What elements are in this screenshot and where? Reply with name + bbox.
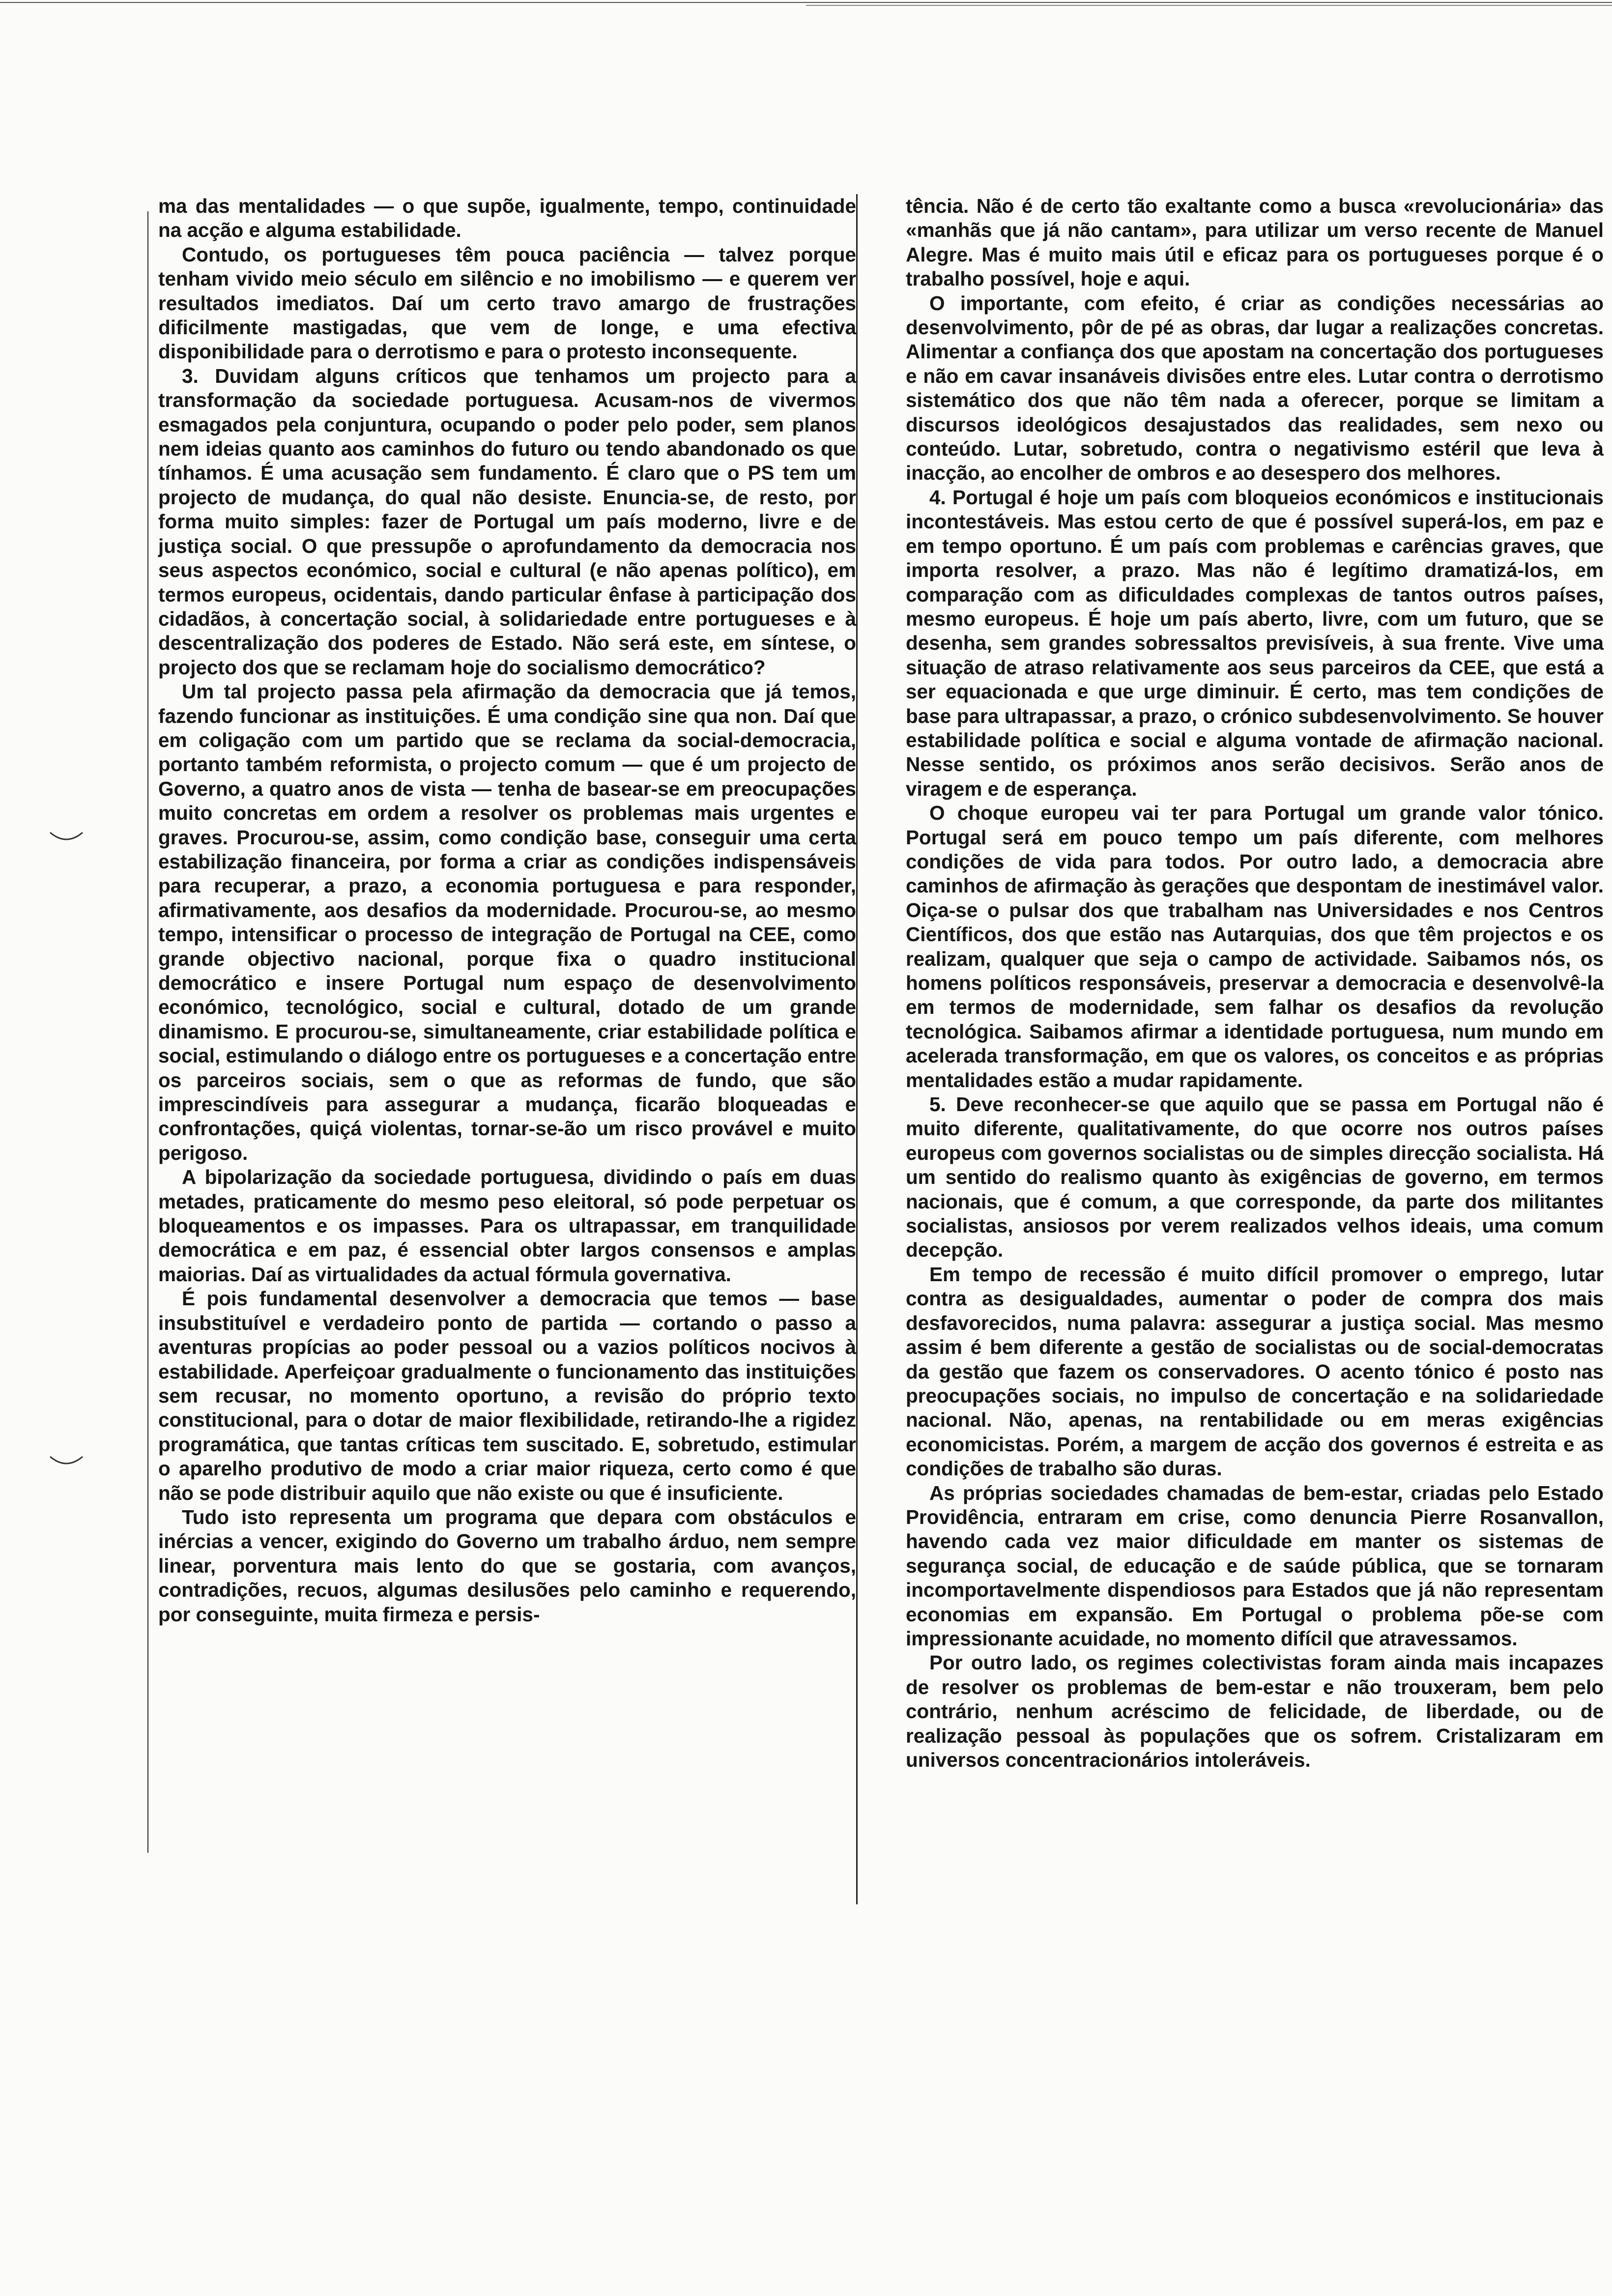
paragraph: 4. Portugal é hoje um país com bloqueios económicos e institucionais incontestáveis. Mas estou certo de que é possível superá-los, em paz e em tempo oportuno. É um país com problemas e carências graves, que importa resolver, a prazo. Mas não é legítimo dramatizá-los, em comparação com as dificuldades complexas de tantos outros países, mesmo europeus. É hoje um país aberto, livre, com um futuro, que se desenha, sem grandes sobressaltos previsíveis, à sua frente. Vive uma situação de atraso relativamente aos seus parceiros da CEE, que está a ser equacionada e que urge diminuir. É certo, mas tem condições de base para ultrapassar, a prazo, o crónico subdesenvolvimento. Se houver estabilidade política e social e alguma vontade de afirmação nacional. Nesse sentido, os próximos anos serão decisivos. Serão anos de viragem e de esperança. (906, 486, 1604, 800)
paragraph: 3. Duvidam alguns críticos que tenhamos um projecto para a transformação da sociedade portuguesa. Acusam-nos de vivermos esmagados pela conjuntura, ocupando o poder pelo poder, sem planos nem ideias quanto aos caminhos do futuro ou tendo abandonado os que tínhamos. É uma acusação sem fundamento. É claro que o PS tem um projecto de mudança, do qual não desiste. Enuncia-se, de resto, por forma muito simples: fazer de Portugal um país moderno, livre e de justiça social. O que pressupõe o aprofundamento da democracia nos seus aspectos económico, social e cultural (e não apenas político), em termos europeus, ocidentais, dando particular ênfase à participação dos cidadãos, à concertação social, à solidariedade entre portugueses e à descentralização dos poderes de Estado. Não será este, em síntese, o projecto dos que se reclamam hoje do socialismo democrático? (158, 364, 856, 679)
paragraph: Por outro lado, os regimes colectivistas foram ainda mais incapazes de resolver os problemas de bem-estar e não trouxeram, bem pelo contrário, nenhum acréscimo de felicidade, de liberdade, ou de realização pessoal às populações que os sofrem. Cristalizaram em universos concentracionários intoleráveis. (906, 1651, 1604, 1771)
scan-top-edge-line (0, 2, 1612, 3)
paragraph: Em tempo de recessão é muito difícil promover o emprego, lutar contra as desigualdades, aumentar o poder de compra dos mais desfavorecidos, numa palavra: assegurar a justiça social. Mas mesmo assim é bem diferente a gestão de socialistas ou de social-democratas da gestão que fazem os conservadores. O acento tónico é posto nas preocupações sociais, no impulso de concertação e na solidariedade nacional. Não, apenas, na rentabilidade ou em meras exigências economicistas. Porém, a margem de acção dos governos é estreita e as condições de trabalho são duras. (906, 1263, 1604, 1480)
scan-top-edge-line-secondary (806, 5, 1612, 6)
paragraph: Um tal projecto passa pela afirmação da democracia que já temos, fazendo funcionar as instituições. É uma condição sine qua non. Daí que em coligação com um partido que se reclama da social-democracia, portanto também reformista, o projecto comum — que é um projecto de Governo, a quatro anos de vista — tenha de basear-se em preocupações muito concretas em ordem a resolver os problemas mais urgentes e graves. Procurou-se, assim, como condição base, conseguir uma certa estabilização financeira, por forma a criar as condições indispensáveis para recuperar, a prazo, a economia portuguesa e para responder, afirmativamente, aos desafios da modernidade. Procurou-se, ao mesmo tempo, intensificar o processo de integração de Portugal na CEE, como grande objectivo nacional, porque fixa o quadro institucional democrático e insere Portugal num espaço de desenvolvimento económico, tecnológico, social e cultural, dotado de um grande dinamismo. E procurou-se, simultaneamente, criar estabilidade política e social, estimulando o diálogo entre os portugueses e a concertação entre os parceiros sociais, sem o que as reformas de fundo, que são imprescindíveis para assegurar a mudança, ficarão bloqueadas e confrontações, quiçá violentas, tornar-se-ão um risco provável e muito perigoso. (158, 680, 856, 1164)
paragraph: Tudo isto representa um programa que depara com obstáculos e inércias a vencer, exigindo do Governo um trabalho árduo, nem sempre linear, porventura mais lento do que se gostaria, com avanços, contradições, recuos, algumas desilusões pelo caminho e requerendo, por conseguinte, muita firmeza e persis- (158, 1505, 856, 1626)
binding-hole-mark (49, 1455, 84, 1469)
column-divider (856, 194, 858, 1904)
paragraph: As próprias sociedades chamadas de bem-estar, criadas pelo Estado Providência, entraram em crise, como denuncia Pierre Rosanvallon, havendo cada vez maior dificuldade em manter os sistemas de segurança social, de educação e de saúde pública, que se tornaram incomportavelmente dispendiosos para Estados que já não representam economias em expansão. Em Portugal o problema põe-se com impressionante acuidade, no momento difícil que atravessamos. (906, 1481, 1604, 1650)
right-text-column (906, 194, 1604, 1772)
left-margin-rule (147, 211, 148, 1853)
paragraph: O choque europeu vai ter para Portugal um grande valor tónico. Portugal será em pouco tempo um país diferente, com melhores condições de vida para todos. Por outro lado, a democracia abre caminhos de afirmação às gerações que despontam de inestimável valor. Oiça-se o pulsar dos que trabalham nas Universidades e nos Centros Científicos, dos que estão nas Autarquias, dos que têm projectos e os realizam, qualquer que seja o campo de actividade. Saibamos nós, os homens políticos responsáveis, preservar a democracia e desenvolvê-la em termos de modernidade, sem falhar os desafios da revolução tecnológica. Saibamos afirmar a identidade portuguesa, num mundo em acelerada transformação, em que os valores, os conceitos e as próprias mentalidades estão a mudar rapidamente. (906, 802, 1604, 1091)
paragraph: É pois fundamental desenvolver a democracia que temos — base insubstituível e verdadeiro ponto de partida — cortando o passo a aventuras propícias ao poder pessoal ou a vazios políticos nocivos à estabilidade. Aperfeiçoar gradualmente o funcionamento das instituições sem recusar, no momento oportuno, a revisão do próprio texto constitucional, para o dotar de maior flexibilidade, retirando-lhe a rigidez programática, que tantas críticas tem suscitado. E, sobretudo, estimular o aparelho produtivo de modo a criar maior riqueza, certo como é que não se pode distribuir aquilo que não existe ou que é insuficiente. (158, 1287, 856, 1504)
paragraph: 5. Deve reconhecer-se que aquilo que se passa em Portugal não é muito diferente, qualitativamente, do que ocorre nos outros países europeus com governos socialistas ou de simples direcção socialista. Há um sentido do realismo quanto às exigências de governo, em termos nacionais, que é comum, a que corresponde, da parte dos militantes socialistas, ansiosos por verem realizados velhos ideais, uma comum decepção. (906, 1093, 1604, 1262)
paragraph: tência. Não é de certo tão exaltante como a busca «revolucionária» das «manhãs que já não cantam», para utilizar um verso recente de Manuel Alegre. Mas é muito mais útil e eficaz para os portugueses porque é o trabalho possível, hoje e aqui. (906, 195, 1604, 290)
paragraph: O importante, com efeito, é criar as condições necessárias ao desenvolvimento, pôr de pé as obras, dar lugar a realizações concretas. Alimentar a confiança dos que apostam na concertação dos portugueses e não em cavar insanáveis divisões entre eles. Lutar contra o derrotismo sistemático dos que não têm nada a oferecer, porque se limitam a discursos ideológicos desajustados das realidades, sem nexo ou conteúdo. Lutar, sobretudo, contra o negativismo estéril que leva à inacção, ao encolher de ombros e ao desespero dos melhores. (906, 291, 1604, 485)
left-text-column (158, 194, 856, 1627)
paragraph: Contudo, os portugueses têm pouca paciência — talvez porque tenham vivido meio século em silêncio e no imobilismo — e querem ver resultados imediatos. Daí um certo travo amargo de frustrações dificilmente mastigadas, que vem de longe, e uma efectiva disponibilidade para o derrotismo e para o protesto inconsequente. (158, 243, 856, 363)
paragraph: A bipolarização da sociedade portuguesa, dividindo o país em duas metades, praticamente do mesmo peso eleitoral, só pode perpetuar os bloqueamentos e os impasses. Para os ultrapassar, em tranquilidade democrática e em paz, é essencial obter largos consensos e amplas maiorias. Daí as virtualidades da actual fórmula governativa. (158, 1166, 856, 1286)
paragraph: ma das mentalidades — o que supõe, igualmente, tempo, continuidade na acção e alguma estabilidade. (158, 195, 856, 242)
binding-hole-mark (49, 831, 84, 845)
